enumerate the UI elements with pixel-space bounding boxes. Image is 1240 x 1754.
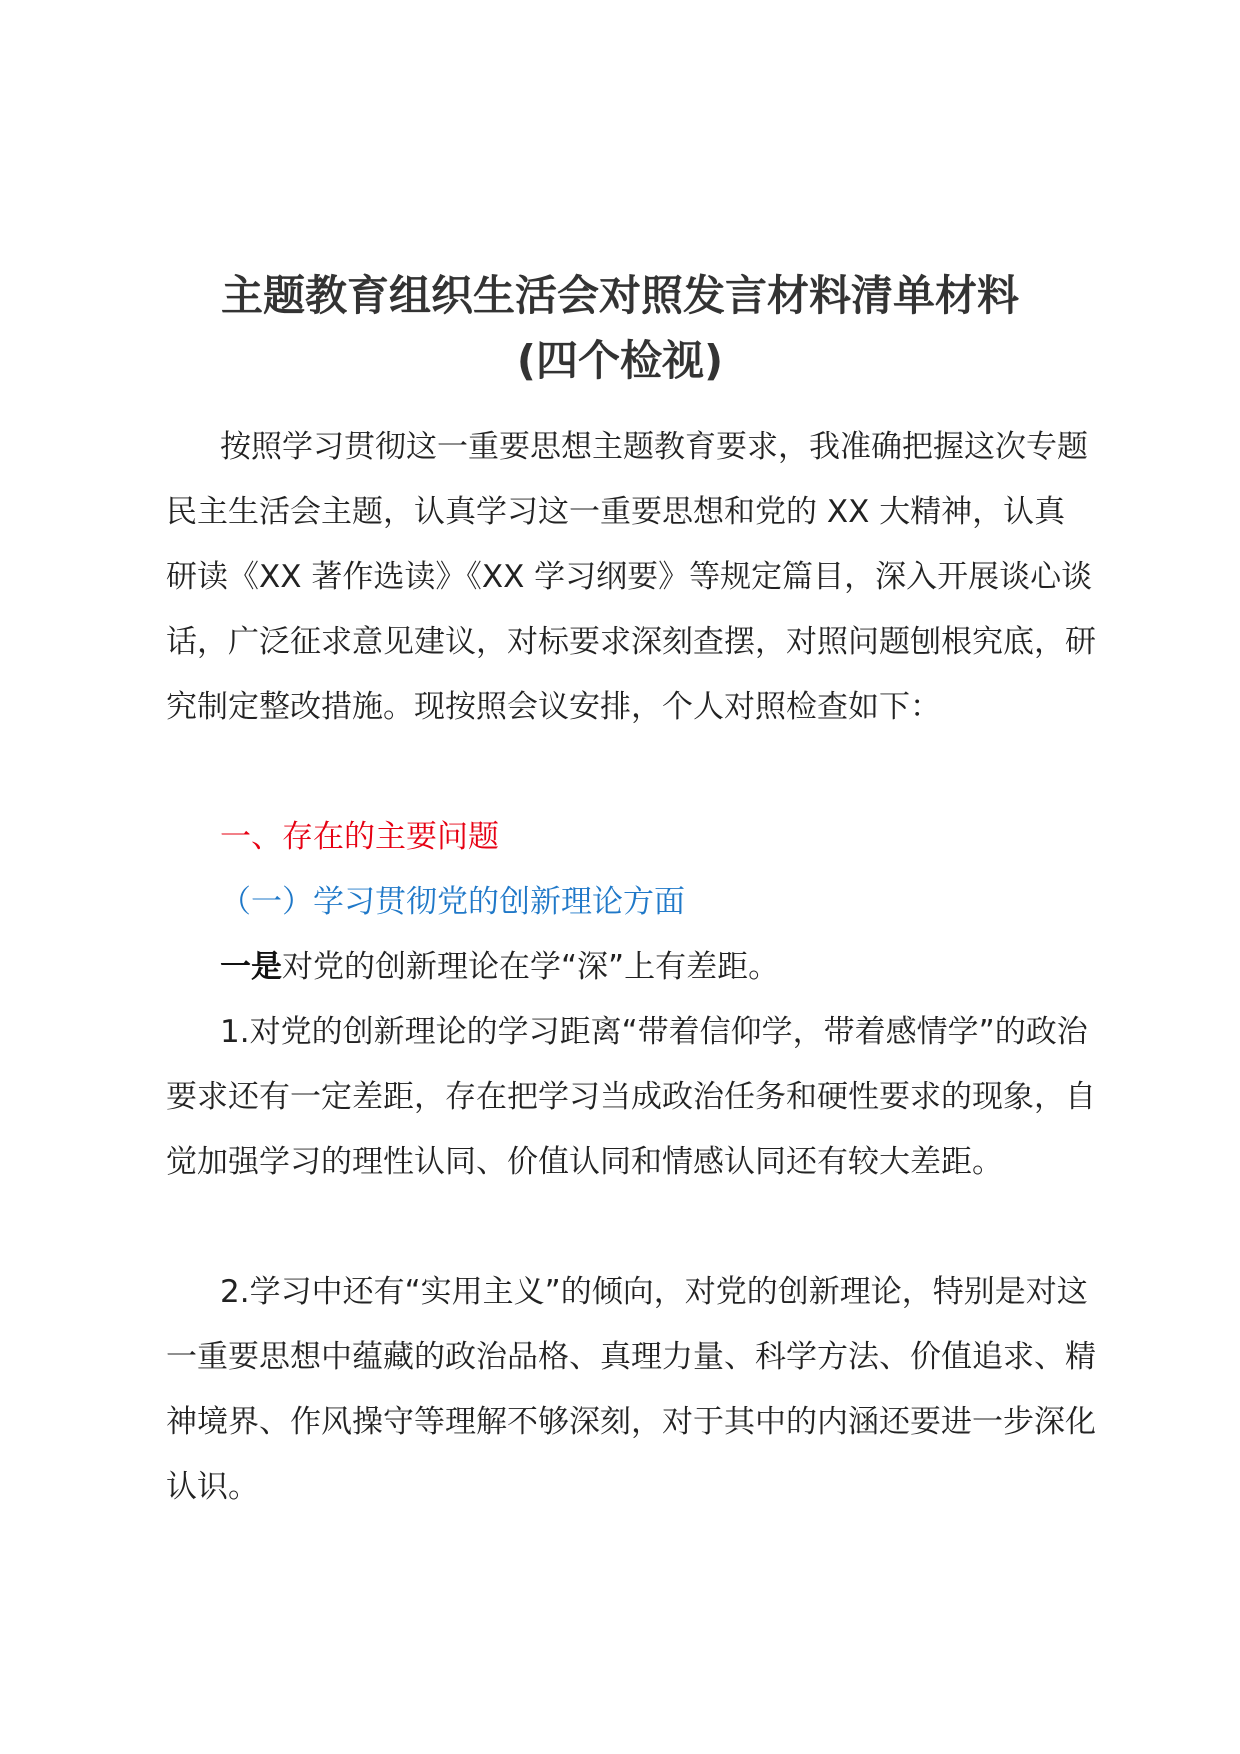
section-heading-problems: 一、存在的主要问题 (220, 819, 499, 855)
lead-point-label: 一是 (220, 949, 282, 985)
item-paragraph-2: 2.学习中还有“实用主义”的倾向，对党的创新理论，特别是对这一重要思想中蕴藏的政治品格、真理力量、科学方法、价值追求、精神境界、作风操守等理解不够深刻，对于其中的内涵还要进一步深化认识。 (166, 1274, 1096, 1505)
intro-paragraph: 按照学习贯彻这一重要思想主题教育要求，我准确把握这次专题民主生活会主题，认真学习这一重要思想和党的 XX 大精神，认真研读《XX 著作选读》《XX 学习纲要》等规定篇目，深入开展谈心谈话，广泛征求意见建议，对标要求深刻查摆，对照问题刨根究底，研究制定整改措施。现按照会议安排，个人对照检查如下： (166, 429, 1096, 725)
item-paragraph-1: 1.对党的创新理论的学习距离“带着信仰学，带着感情学”的政治要求还有一定差距，存在把学习当成政治任务和硬性要求的现象，自觉加强学习的理性认同、价值认同和情感认同还有较大差距。 (166, 1014, 1096, 1180)
document-title-line1: 主题教育组织生活会对照发言材料清单材料 (220, 271, 1019, 320)
subsection-heading-theory: （一）学习贯彻党的创新理论方面 (220, 884, 685, 920)
document-title-line2: (四个检视) (516, 336, 724, 385)
lead-point-text: 对党的创新理论在学“深”上有差距。 (282, 949, 780, 985)
lead-point-paragraph (166, 935, 1096, 1000)
